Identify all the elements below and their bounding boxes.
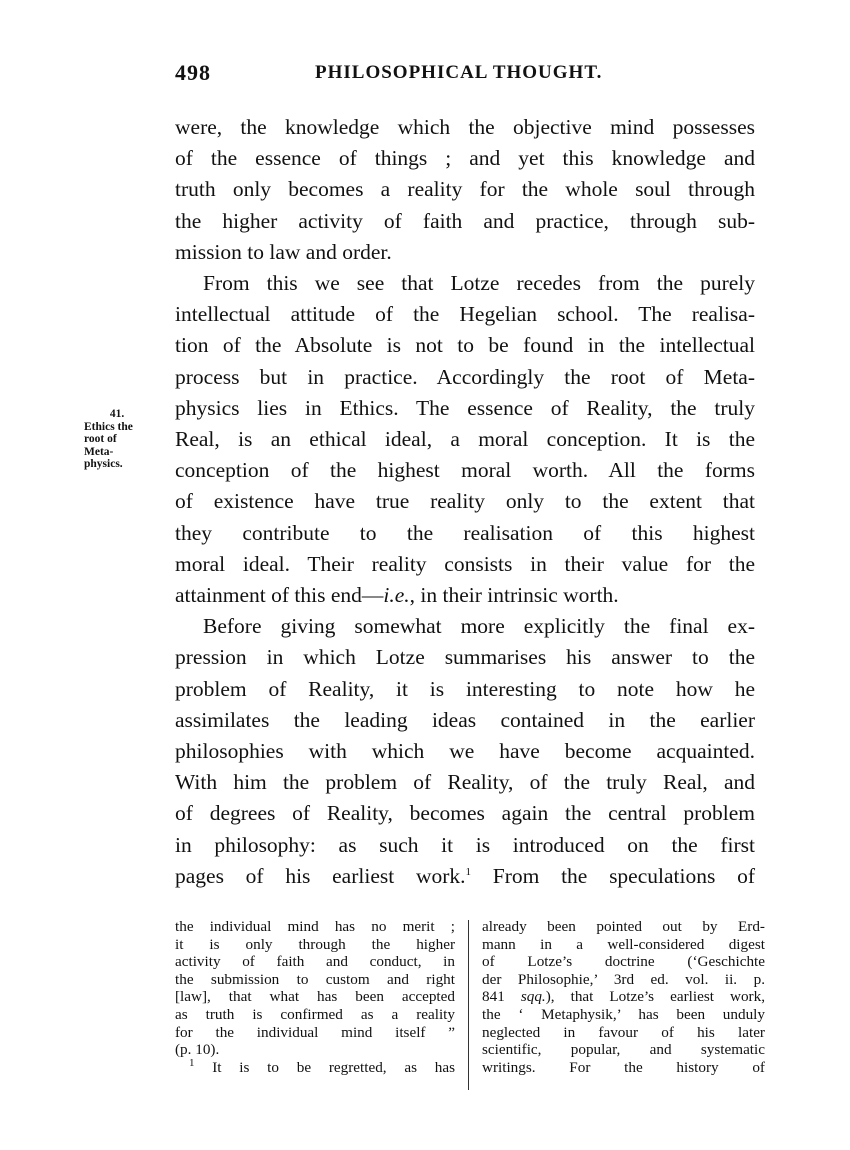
footnote-marker: 1	[189, 1056, 195, 1069]
footnote-column-right	[482, 918, 765, 1076]
footnote-column-left	[175, 918, 455, 1076]
text-line: problem of Reality, it is interesting to note how he	[175, 676, 755, 701]
paragraph-3	[175, 611, 755, 892]
footnote-line: activity of faith and conduct, in	[175, 953, 455, 971]
text-segment: attainment of this end—	[175, 583, 384, 608]
text-segment: pages of his earliest work.	[175, 863, 466, 888]
margin-note-number: 41.	[109, 408, 125, 420]
text-line: intellectual attitude of the Hegelian school. The realisa-	[175, 302, 755, 327]
text-line: With him the problem of Reality, of the truly Real, and	[175, 770, 755, 795]
footnote-line: the individual mind has no merit ;	[175, 918, 455, 935]
footnote-line: the submission to custom and right	[175, 970, 455, 988]
margin-note	[84, 408, 164, 471]
text-line: moral ideal. Their reality consists in their value for the	[175, 551, 755, 576]
text-line: conception of the highest moral worth. All the forms	[175, 458, 755, 483]
footnote-line: (p. 10).	[175, 1041, 220, 1059]
footnote-line: scientific, popular, and systematic	[482, 1041, 765, 1059]
footnote-line: of Lotze’s doctrine (‘Geschichte	[482, 953, 765, 971]
text-line: tion of the Absolute is not to be found in the intellectual	[175, 333, 755, 358]
footnote-line: mann in a well-considered digest	[482, 935, 765, 953]
text-line: of the essence of things ; and yet this knowledge and	[175, 146, 755, 171]
text-line: From this we see that Lotze recedes from the purely	[203, 271, 755, 296]
page-header	[175, 60, 755, 90]
margin-note-line: root of	[84, 433, 117, 445]
italic-abbreviation: sqq.	[520, 988, 546, 1006]
text-line: Before giving somewhat more explicitly the final ex-	[203, 614, 755, 639]
footnote-line: neglected in favour of his later	[482, 1023, 765, 1041]
text-line	[175, 861, 755, 892]
text-line: of degrees of Reality, becomes again the central problem	[175, 801, 755, 826]
margin-note-line: physics.	[84, 458, 123, 470]
running-title: PHILOSOPHICAL THOUGHT.	[315, 62, 603, 83]
text-line: mission to law and order.	[175, 239, 392, 264]
text-line: of existence have true reality only to the extent that	[175, 489, 755, 514]
footnote-line: writings. For the history of	[482, 1058, 765, 1076]
italic-abbreviation: i.e.	[383, 583, 410, 608]
footnote-line: already been pointed out by Erd-	[482, 918, 765, 935]
footnote-line: der Philosophie,’ 3rd ed. vol. ii. p.	[482, 970, 765, 988]
footnote-line: [law], that what has been accepted	[175, 988, 455, 1006]
text-line: pression in which Lotze summarises his answer to the	[175, 645, 755, 670]
footnote-line: for the individual mind itself ”	[175, 1023, 455, 1041]
footnote-reference: 1	[465, 865, 472, 878]
text-line: Real, is an ethical ideal, a moral conception. It is the	[175, 427, 755, 452]
text-line: in philosophy: as such it is introduced on the first	[175, 832, 755, 857]
text-segment: From the speculations of	[471, 863, 755, 888]
text-segment: 841	[482, 988, 521, 1006]
margin-note-line: Ethics the	[84, 420, 133, 433]
text-line: physics lies in Ethics. The essence of Reality, the truly	[175, 395, 755, 420]
paragraph-1	[175, 112, 755, 268]
main-text	[175, 112, 755, 892]
footnote-line: the ‘ Metaphysik,’ has been unduly	[482, 1005, 765, 1023]
text-line: philosophies with which we have become acquainted.	[175, 739, 755, 764]
footnote-line	[482, 988, 765, 1006]
text-line: assimilates the leading ideas contained in the earlier	[175, 707, 755, 732]
footnote-line: it is only through the higher	[175, 935, 455, 953]
margin-note-line: Meta-	[84, 445, 114, 458]
text-line: they contribute to the realisation of this highest	[175, 520, 755, 545]
text-segment: , in their intrinsic worth.	[409, 583, 619, 608]
text-line: the higher activity of faith and practice, through sub-	[175, 208, 755, 233]
footnote-line: as truth is confirmed as a reality	[175, 1005, 455, 1023]
text-line: truth only becomes a reality for the whole soul through	[175, 177, 755, 202]
page-number: 498	[175, 60, 211, 85]
text-line	[175, 580, 755, 611]
text-line: were, the knowledge which the objective mind possesses	[175, 115, 755, 139]
paragraph-2	[175, 268, 755, 611]
footnote-line	[175, 1056, 455, 1077]
text-segment: It is to be regretted, as has	[194, 1058, 455, 1076]
footnote-divider	[468, 920, 469, 1090]
text-line: process but in practice. Accordingly the root of Meta-	[175, 364, 755, 389]
footnotes	[175, 918, 765, 1088]
text-segment: ), that Lotze’s earliest work,	[545, 988, 765, 1006]
